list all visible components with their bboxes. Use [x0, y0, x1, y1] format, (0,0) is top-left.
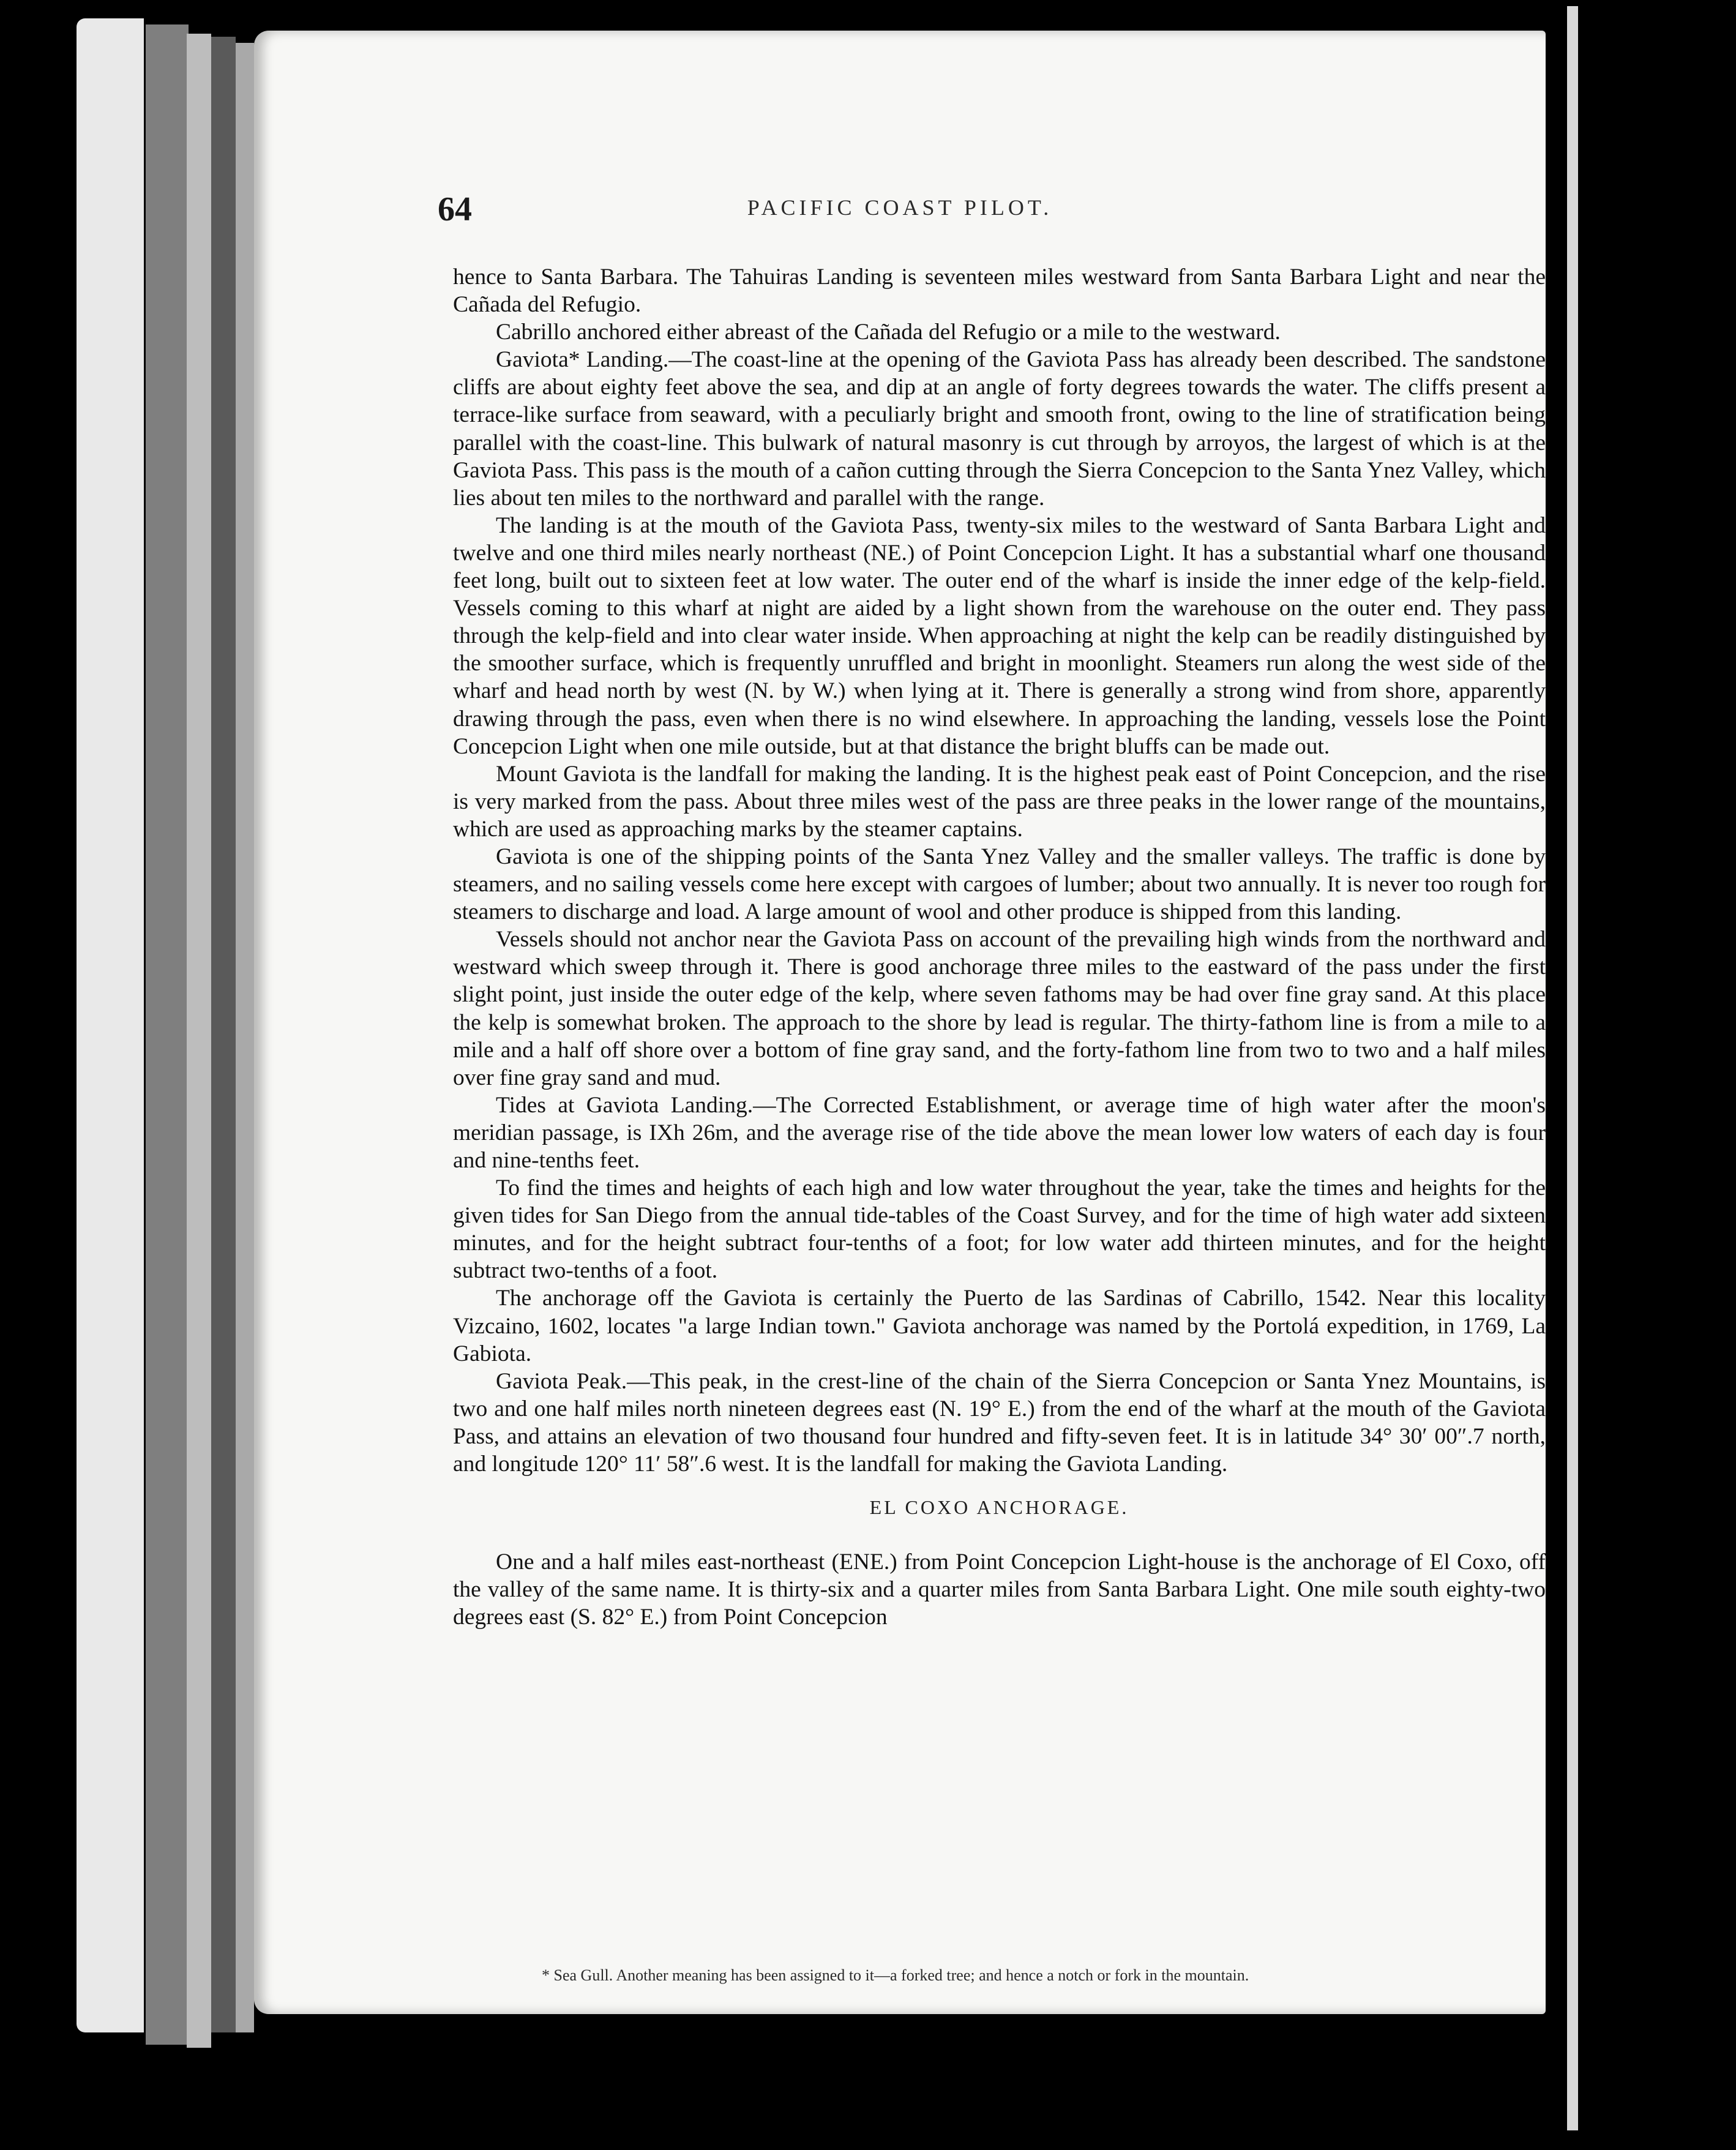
- paragraph: One and a half miles east-northeast (ENE.) from Point Concepcion Light-house is the anchorage of El Coxo, off the valley of the same name. It is thirty-six and a quarter miles from Santa Barbara Light. One mile south eighty-two degrees east (S. 82° E.) from Point Concepcion: [453, 1549, 1546, 1630]
- paragraph: Cabrillo anchored either abreast of the Cañada del Refugio or a mile to the westward.: [496, 320, 1281, 345]
- book-page: [254, 31, 1546, 2014]
- paragraph: Gaviota* Landing.—The coast-line at the opening of the Gaviota Pass has already been described. The sandstone cliffs are about eighty feet above the sea, and dip at an angle of forty degrees towards the water. The cliffs present a terrace-like surface from seaward, with a peculiarly bright and smooth front, owing to the line of stratification being parallel with the coast-line. This bulwark of natural masonry is cut through by arroyos, the largest of which is at the Gaviota Pass. This pass is the mouth of a cañon cutting through the Sierra Concepcion to the Santa Ynez Valley, which lies about ten miles to the northward and parallel with the range.: [453, 347, 1546, 511]
- paragraph: The landing is at the mouth of the Gaviota Pass, twenty-six miles to the westward of Santa Barbara Light and twelve and one third miles nearly northeast (NE.) of Point Concepcion Light. It has a substantial wharf one thousand feet long, built out to sixteen feet at low water. The outer end of the wharf is inside the inner edge of the kelp-field. Vessels coming to this wharf at night are aided by a light shown from the warehouse on the outer end. They pass through the kelp-field and into clear water inside. When approaching at night the kelp can be readily distinguished by the smoother surface, which is frequently unruffled and bright in moonlight. Steamers run along the west side of the wharf and head north by west (N. by W.) when lying at it. There is generally a strong wind from shore, apparently drawing through the pass, even when there is no wind elsewhere. In approaching the landing, vessels lose the Point Concepcion Light when one mile outside, but at that distance the bright bluffs can be made out.: [453, 512, 1546, 759]
- footnote: * Sea Gull. Another meaning has been assigned to it—a forked tree; and hence a notch or fork in the mountain.: [542, 1966, 1249, 1984]
- page-number: 64: [438, 190, 472, 228]
- book-page-edges: [77, 18, 144, 2032]
- book-page-edges: [187, 34, 211, 2048]
- section-heading: EL COXO ANCHORAGE.: [869, 1496, 1129, 1519]
- running-title: PACIFIC COAST PILOT.: [747, 195, 1053, 220]
- book-page-edges: [146, 24, 189, 2045]
- body-text: [453, 263, 1546, 1631]
- paragraph: Gaviota Peak.—This peak, in the crest-line of the chain of the Sierra Concepcion or Santa Ynez Mountains, is two and one half miles north nineteen degrees east (N. 19° E.) from the end of the wharf at the mouth of the Gaviota Pass, and attains an elevation of two thousand four hundred and fifty-seven feet. It is in latitude 34° 30′ 00″.7 north, and longitude 120° 11′ 58″.6 west. It is the landfall for making the Gaviota Landing.: [453, 1368, 1546, 1477]
- paragraph: Vessels should not anchor near the Gaviota Pass on account of the prevailing high winds from the northward and westward which sweep through it. There is good anchorage three miles to the eastward of the pass under the first slight point, just inside the outer edge of the kelp, where seven fathoms may be had over fine gray sand. At this place the kelp is somewhat broken. The approach to the shore by lead is regular. The thirty-fathom line is from a mile to a mile and a half off shore over a bottom of fine gray sand, and the forty-fathom line from two to two and a half miles over fine gray sand and mud.: [453, 927, 1546, 1090]
- book-page-edges: [211, 37, 236, 2032]
- binding-edge: [1567, 6, 1578, 2130]
- paragraph: Gaviota is one of the shipping points of the Santa Ynez Valley and the smaller valleys. The traffic is done by steamers, and no sailing vessels come here except with cargoes of lumber; about two annually. It is never too rough for steamers to discharge and load. A large amount of wool and other produce is shipped from this landing.: [453, 844, 1546, 925]
- paragraph: Tides at Gaviota Landing.—The Corrected Establishment, or average time of high water after the moon's meridian passage, is IXh 26m, and the average rise of the tide above the mean lower low waters of each day is four and nine-tenths feet.: [453, 1092, 1546, 1173]
- paragraph: The anchorage off the Gaviota is certainly the Puerto de las Sardinas of Cabrillo, 1542. Near this locality Vizcaino, 1602, locates "a large Indian town." Gaviota anchorage was named by the Portolá expedition, in 1769, La Gabiota.: [453, 1286, 1546, 1366]
- book-page-edges: [236, 43, 254, 2032]
- binding-shadow: [1555, 0, 1736, 2150]
- paragraph: Mount Gaviota is the landfall for making the landing. It is the highest peak east of Point Concepcion, and the rise is very marked from the pass. About three miles west of the pass are three peaks in the lower range of the mountains, which are used as approaching marks by the steamer captains.: [453, 761, 1546, 842]
- paragraph: hence to Santa Barbara. The Tahuiras Landing is seventeen miles westward from Santa Barbara Light and near the Cañada del Refugio.: [453, 264, 1546, 318]
- paragraph: To find the times and heights of each high and low water throughout the year, take the times and heights for the given tides for San Diego from the annual tide-tables of the Coast Survey, and for the time of high water add sixteen minutes, and for the height subtract four-tenths of a foot; for low water add thirteen minutes, and for the height subtract two-tenths of a foot.: [453, 1175, 1546, 1284]
